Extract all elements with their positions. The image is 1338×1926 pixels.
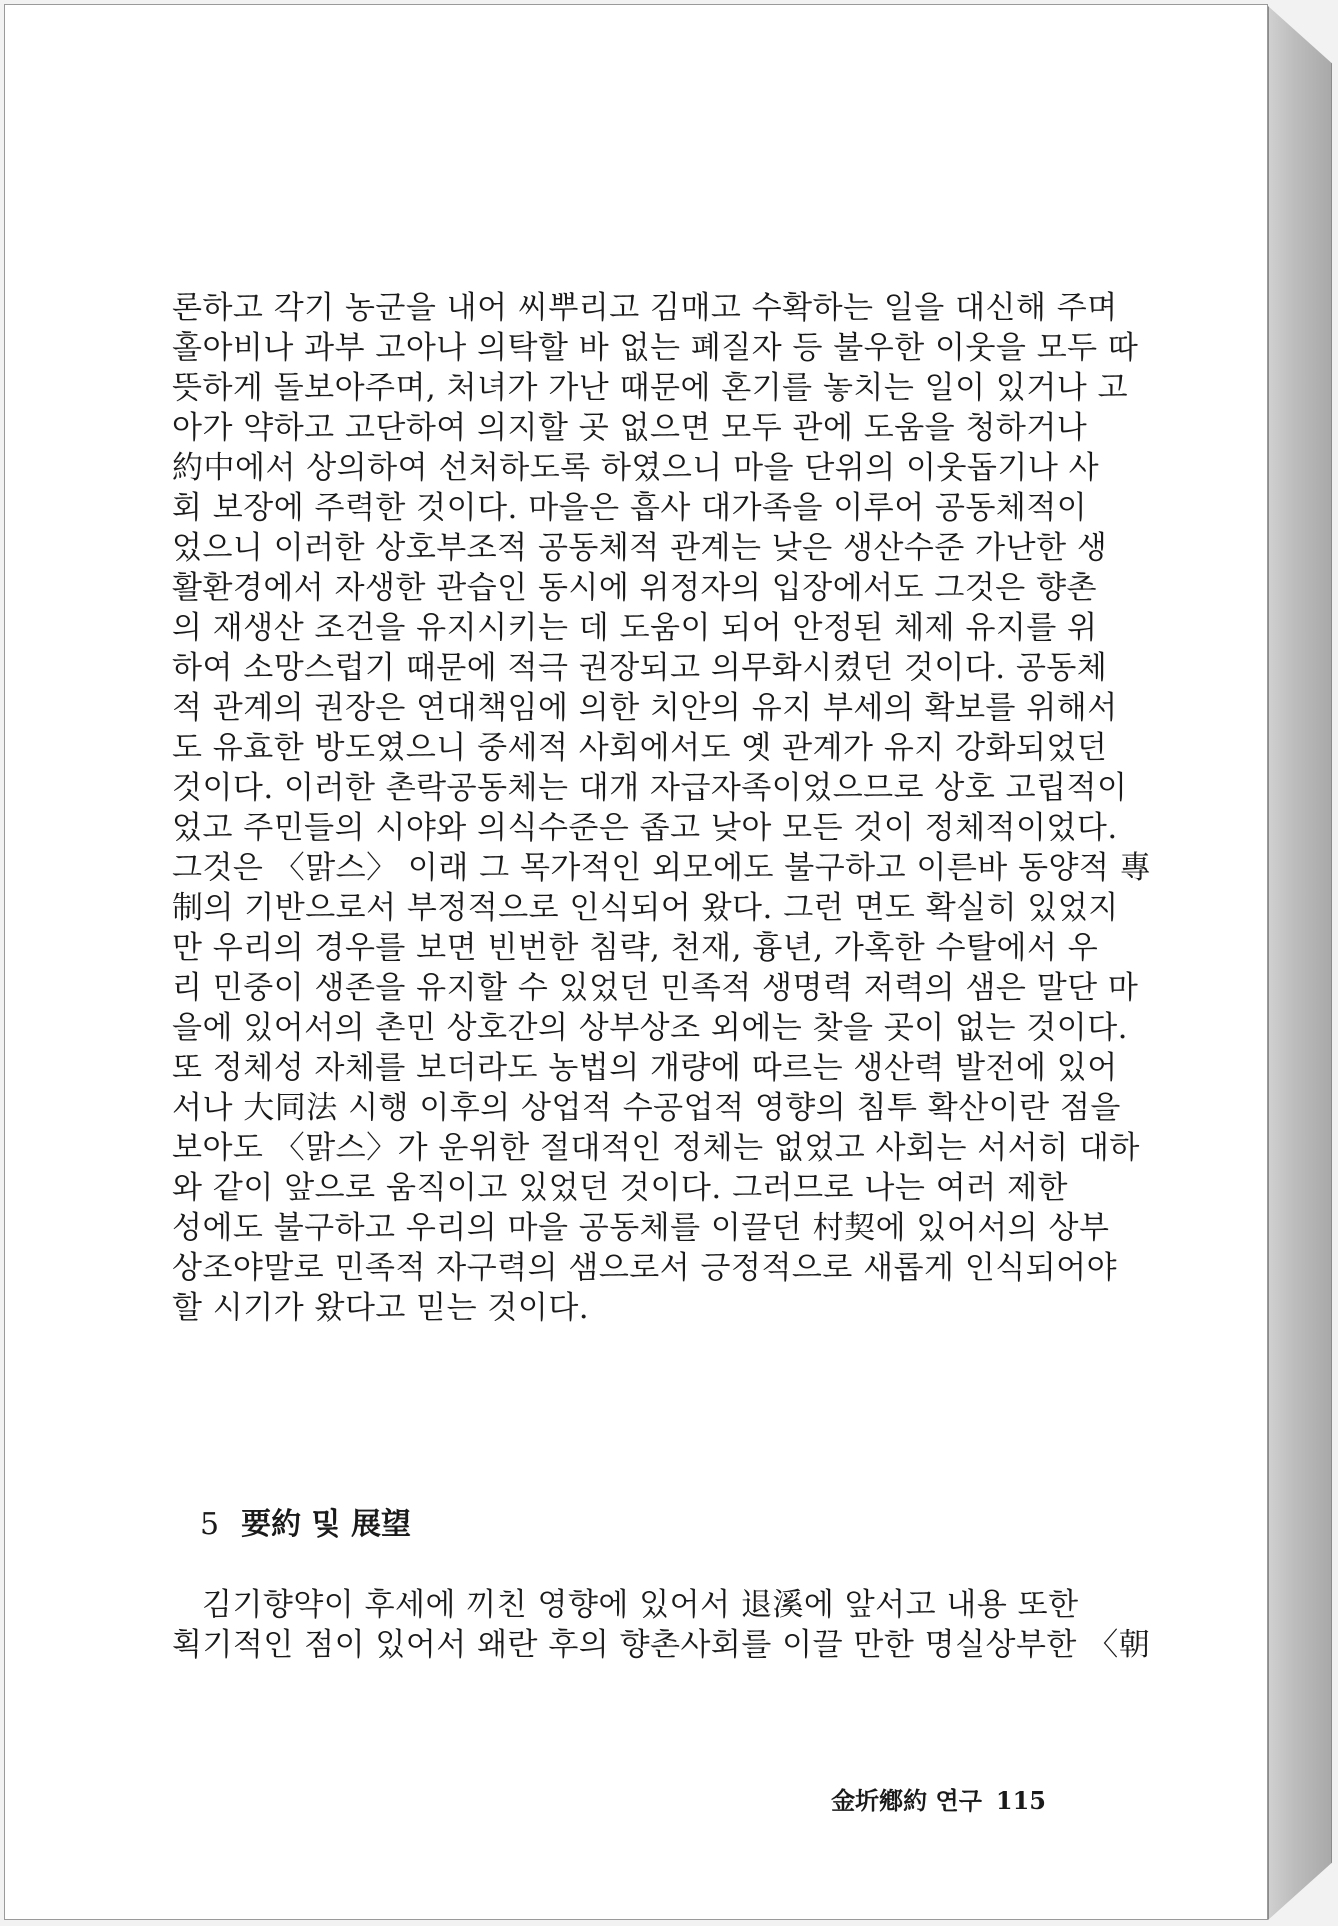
body-line: 적 관계의 권장은 연대책임에 의한 치안의 유지 부세의 확보를 위해서 bbox=[172, 690, 1118, 726]
body-line: 었으니 이러한 상호부조적 공동체적 관계는 낮은 생산수준 가난한 생 bbox=[172, 530, 1108, 566]
section-line: 획기적인 점이 있어서 왜란 후의 향촌사회를 이끌 만한 명실상부한 〈朝 bbox=[172, 1627, 1151, 1663]
page-number: 115 bbox=[995, 1786, 1046, 1815]
section-heading bbox=[200, 1505, 411, 1545]
body-line: 보아도 〈맑스〉가 운위한 절대적인 정체는 없었고 사회는 서서히 대하 bbox=[172, 1130, 1140, 1166]
body-line: 었고 주민들의 시야와 의식수준은 좁고 낮아 모든 것이 정체적이었다. bbox=[172, 810, 1118, 846]
body-line: 아가 약하고 고단하여 의지할 곳 없으면 모두 관에 도움을 청하거나 bbox=[172, 410, 1088, 446]
section-title: 要約 및 展望 bbox=[241, 1507, 411, 1542]
body-line: 성에도 불구하고 우리의 마을 공동체를 이끌던 村契에 있어서의 상부 bbox=[172, 1210, 1110, 1246]
section-number: 5 bbox=[200, 1507, 220, 1542]
section-line: 김기향약이 후세에 끼친 영향에 있어서 退溪에 앞서고 내용 또한 bbox=[202, 1587, 1079, 1623]
body-line: 홀아비나 과부 고아나 의탁할 바 없는 폐질자 등 불우한 이웃을 모두 따 bbox=[172, 330, 1139, 366]
body-line: 만 우리의 경우를 보면 빈번한 침략, 천재, 흉년, 가혹한 수탈에서 우 bbox=[172, 930, 1099, 966]
body-line: 約中에서 상의하여 선처하도록 하였으니 마을 단위의 이웃돕기나 사 bbox=[172, 450, 1100, 486]
body-line: 의 재생산 조건을 유지시키는 데 도움이 되어 안정된 체제 유지를 위 bbox=[172, 610, 1098, 646]
body-line: 리 민중이 생존을 유지할 수 있었던 민족적 생명력 저력의 샘은 말단 마 bbox=[172, 970, 1139, 1006]
body-line: 하여 소망스럽기 때문에 적극 권장되고 의무화시켰던 것이다. 공동체 bbox=[172, 650, 1108, 686]
page-footer bbox=[820, 1785, 1046, 1817]
body-line: 또 정체성 자체를 보더라도 농법의 개량에 따르는 생산력 발전에 있어 bbox=[172, 1050, 1118, 1086]
body-line: 그것은 〈맑스〉 이래 그 목가적인 외모에도 불구하고 이른바 동양적 專 bbox=[172, 850, 1152, 886]
body-line: 론하고 각기 농군을 내어 씨뿌리고 김매고 수확하는 일을 대신해 주며 bbox=[172, 290, 1118, 326]
body-line: 활환경에서 자생한 관습인 동시에 위정자의 입장에서도 그것은 향촌 bbox=[172, 570, 1097, 606]
body-line: 도 유효한 방도였으니 중세적 사회에서도 옛 관계가 유지 강화되었던 bbox=[172, 730, 1108, 766]
body-line: 制의 기반으로서 부정적으로 인식되어 왔다. 그런 면도 확실히 있었지 bbox=[172, 890, 1119, 926]
body-line: 것이다. 이러한 촌락공동체는 대개 자급자족이었으므로 상호 고립적이 bbox=[172, 770, 1128, 806]
body-line: 을에 있어서의 촌민 상호간의 상부상조 외에는 찾을 곳이 없는 것이다. bbox=[172, 1010, 1129, 1046]
section-paragraph bbox=[172, 1585, 1151, 1665]
body-line: 뜻하게 돌보아주며, 처녀가 가난 때문에 혼기를 놓치는 일이 있거나 고 bbox=[172, 370, 1129, 406]
body-paragraph bbox=[172, 288, 1152, 1328]
body-line: 할 시기가 왔다고 믿는 것이다. bbox=[172, 1290, 590, 1326]
running-title: 金圻鄕約 연구 bbox=[831, 1786, 982, 1815]
body-line: 서나 大同法 시행 이후의 상업적 수공업적 영향의 침투 확산이란 점을 bbox=[172, 1090, 1121, 1126]
body-line: 상조야말로 민족적 자구력의 샘으로서 긍정적으로 새롭게 인식되어야 bbox=[172, 1250, 1118, 1286]
body-line: 회 보장에 주력한 것이다. 마을은 흡사 대가족을 이루어 공동체적이 bbox=[172, 490, 1088, 526]
body-line: 와 같이 앞으로 움직이고 있었던 것이다. 그러므로 나는 여러 제한 bbox=[172, 1170, 1068, 1206]
page-edge bbox=[1268, 6, 1332, 1920]
